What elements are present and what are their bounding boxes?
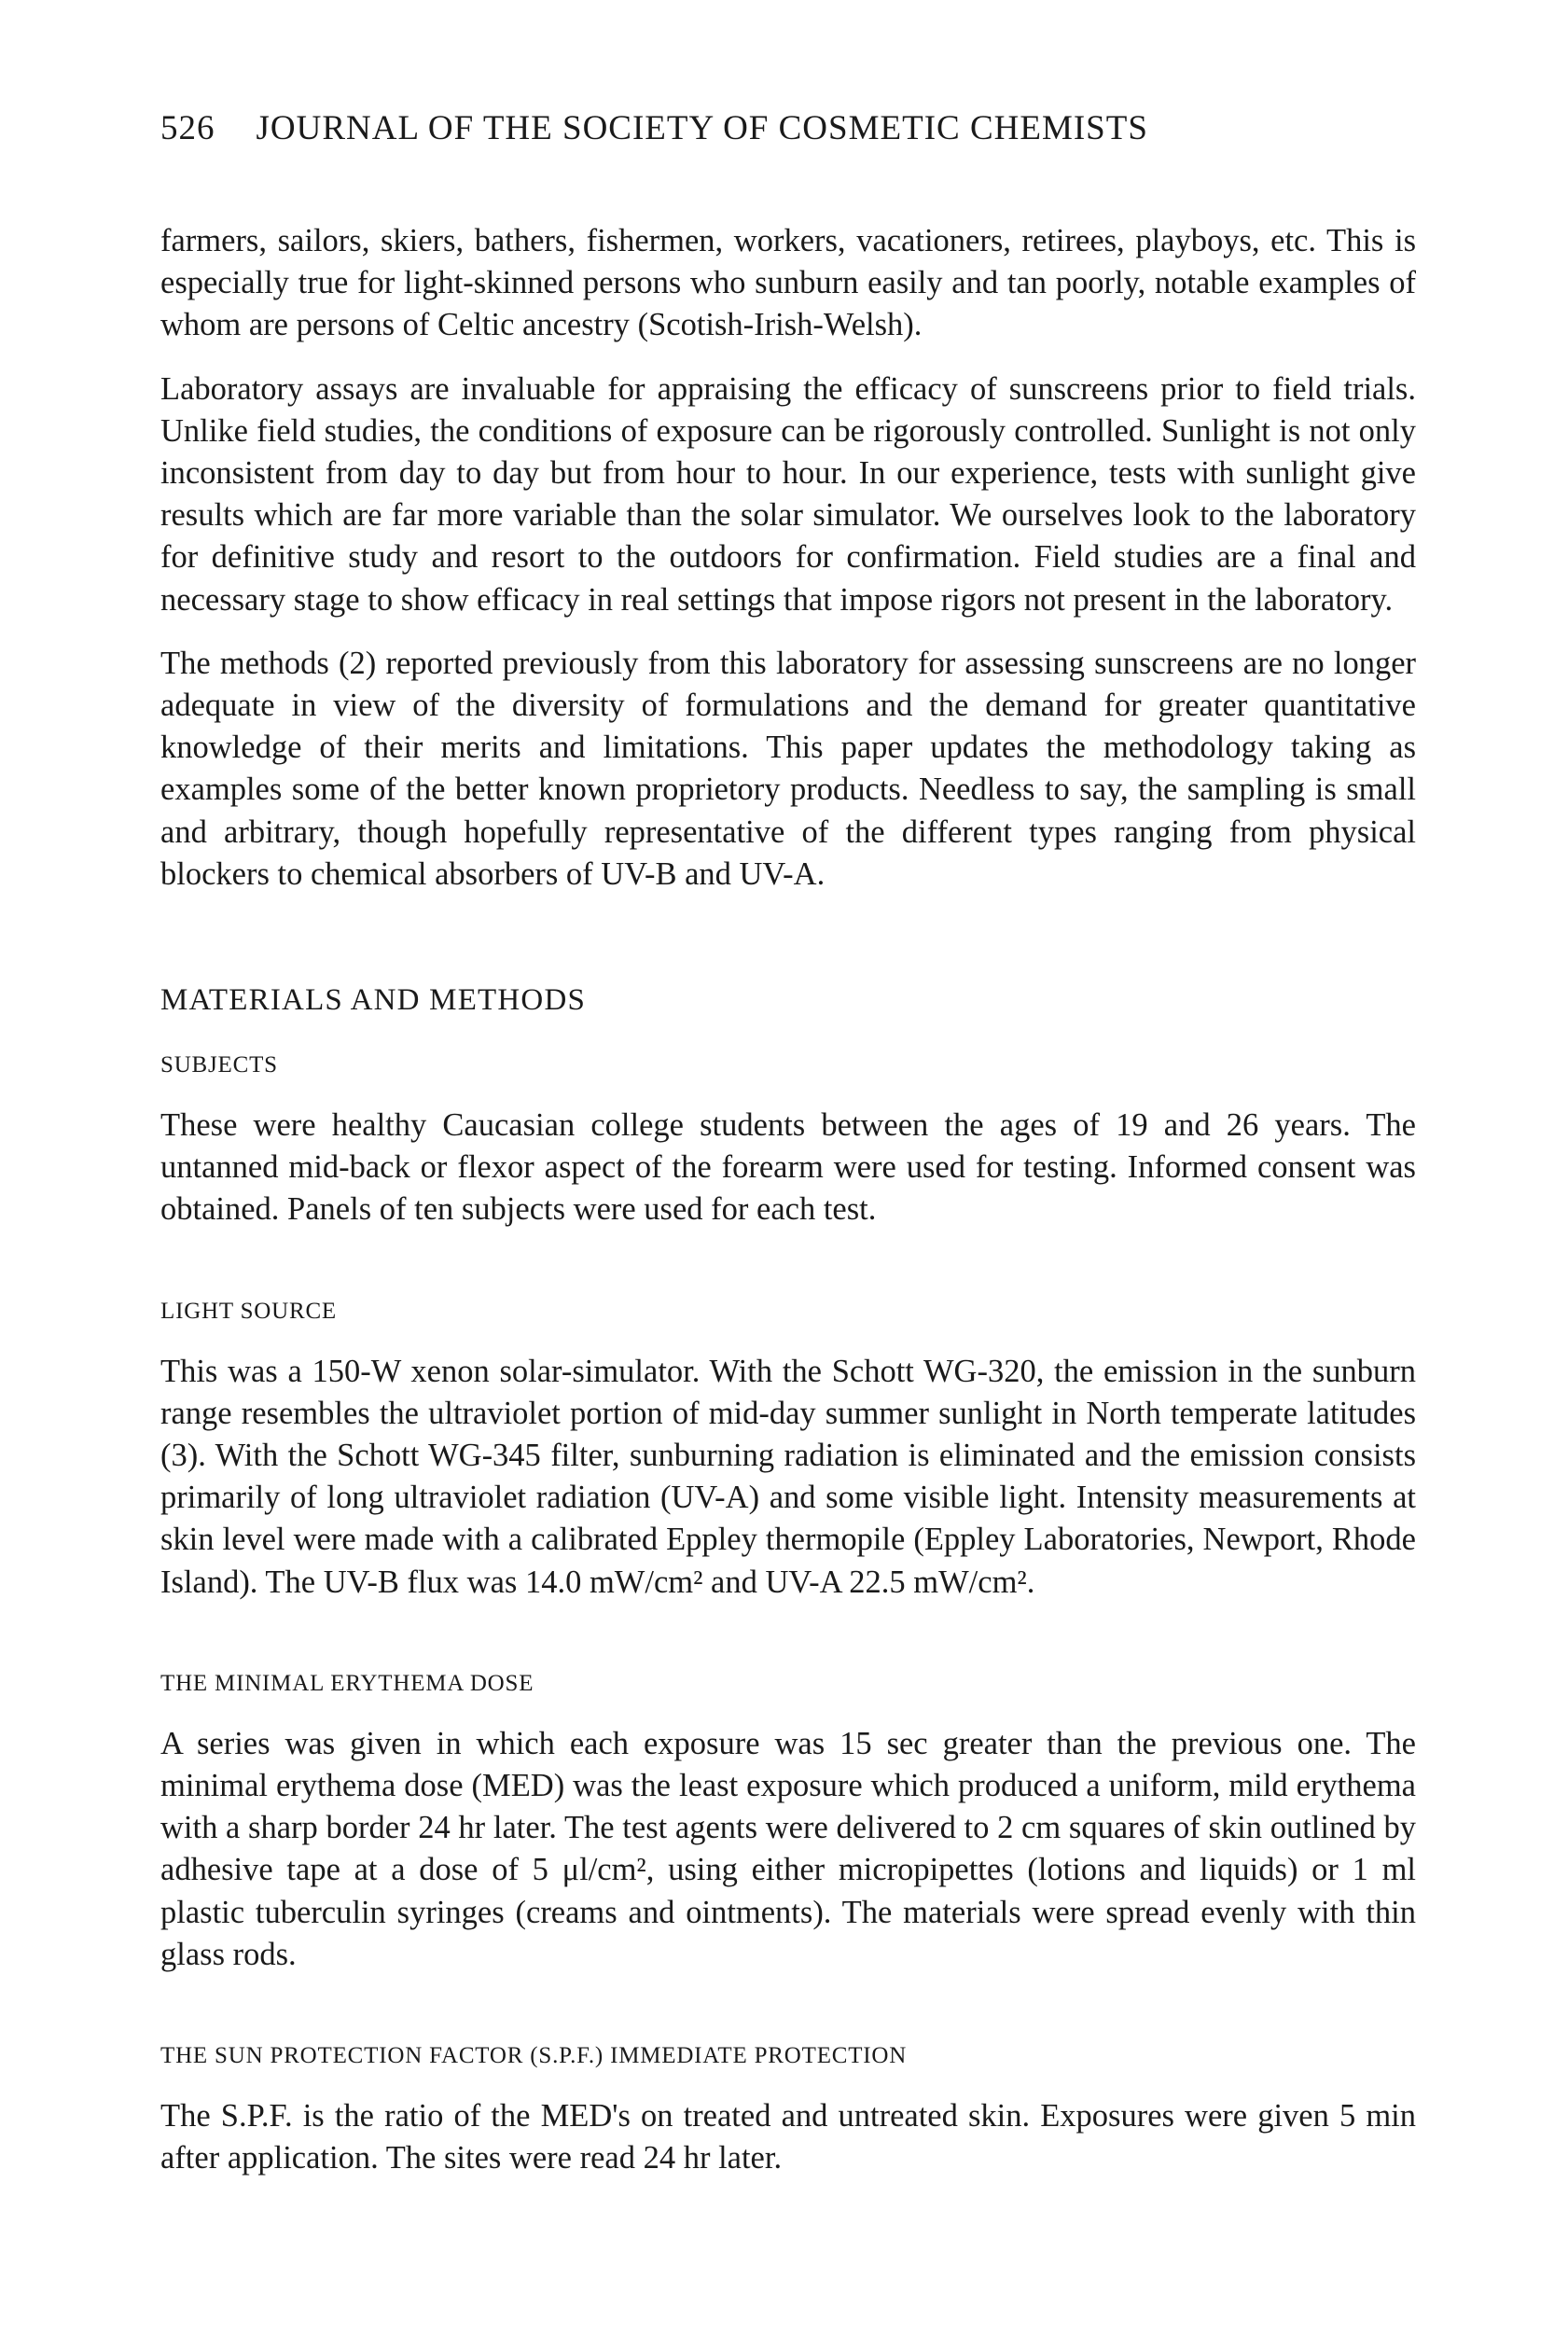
page-number: 526 <box>160 109 215 147</box>
subheading-light-source: LIGHT SOURCE <box>160 1298 338 1324</box>
article-body <box>160 220 1416 2202</box>
light-source-paragraph: This was a 150-W xenon solar-simulator. With the Schott WG-320, the emission in the sunburn range resembles the ultraviolet portion of mid-day summer sunlight in North temperate latitudes (3). With the Schott WG-345 filter, sunburning radiation is eliminated and the emission consists primarily of long ultraviolet radiation (UV-A) and some visible light. Intensity measurements at skin level were made with a calibrated Eppley thermopile (Eppley Laboratories, Newport, Rhode Island). The UV-B flux was 14.0 mW/cm² and UV-A 22.5 mW/cm². <box>160 1353 1416 1600</box>
subheading-sun-protection-factor: THE SUN PROTECTION FACTOR (S.P.F.) IMMEDIATE PROTECTION <box>160 2043 908 2069</box>
med-paragraph: A series was given in which each exposure was 15 sec greater than the previous one. The minimal erythema dose (MED) was the least exposure which produced a uniform, mild erythema with a sharp border 24 hr later. The test agents were delivered to 2 cm squares of skin outlined by adhesive tape at a dose of 5 μl/cm², using either micropipettes (lotions and liquids) or 1 ml plastic tuberculin syringes (creams and ointments). The materials were spread evenly with thin glass rods. <box>160 1725 1416 1972</box>
section-heading-materials-methods: MATERIALS AND METHODS <box>160 983 587 1018</box>
subheading-subjects: SUBJECTS <box>160 1052 278 1078</box>
intro-paragraph-1: farmers, sailors, skiers, bathers, fishermen, workers, vacationers, retirees, playboys, etc. This is especially true for light-skinned persons who sunburn easily and tan poorly, notable examples of whom are persons of Celtic ancestry (Scotish-Irish-Welsh). <box>160 223 1416 343</box>
spf-paragraph: The S.P.F. is the ratio of the MED's on treated and untreated skin. Exposures were given 5 min after application. The sites were read 24 hr later. <box>160 2098 1416 2176</box>
running-header <box>160 108 1148 148</box>
journal-title: JOURNAL OF THE SOCIETY OF COSMETIC CHEMISTS <box>256 109 1148 147</box>
subheading-minimal-erythema-dose: THE MINIMAL ERYTHEMA DOSE <box>160 1670 534 1696</box>
intro-paragraph-2: Laboratory assays are invaluable for appraising the efficacy of sunscreens prior to field trials. Unlike field studies, the conditions of exposure can be rigorously controlled. Sunlight is not only inconsistent from day to day but from hour to hour. In our experience, tests with sunlight give results which are far more variable than the solar simulator. We ourselves look to the laboratory for definitive study and resort to the outdoors for confirmation. Field studies are a final and necessary stage to show efficacy in real settings that impose rigors not present in the laboratory. <box>160 370 1416 618</box>
intro-paragraph-3: The methods (2) reported previously from this laboratory for assessing sunscreens are no longer adequate in view of the diversity of formulations and the demand for greater quantitative knowledge of their merits and limitations. This paper updates the methodology taking as examples some of the better known proprietory products. Needless to say, the sampling is small and arbitrary, though hopefully representative of the different types ranging from physical blockers to chemical absorbers of UV-B and UV-A. <box>160 645 1416 892</box>
subjects-paragraph: These were healthy Caucasian college students between the ages of 19 and 26 years. The untanned mid-back or flexor aspect of the forearm were used for testing. Informed consent was obtained. Panels of ten subjects were used for each test. <box>160 1107 1416 1228</box>
